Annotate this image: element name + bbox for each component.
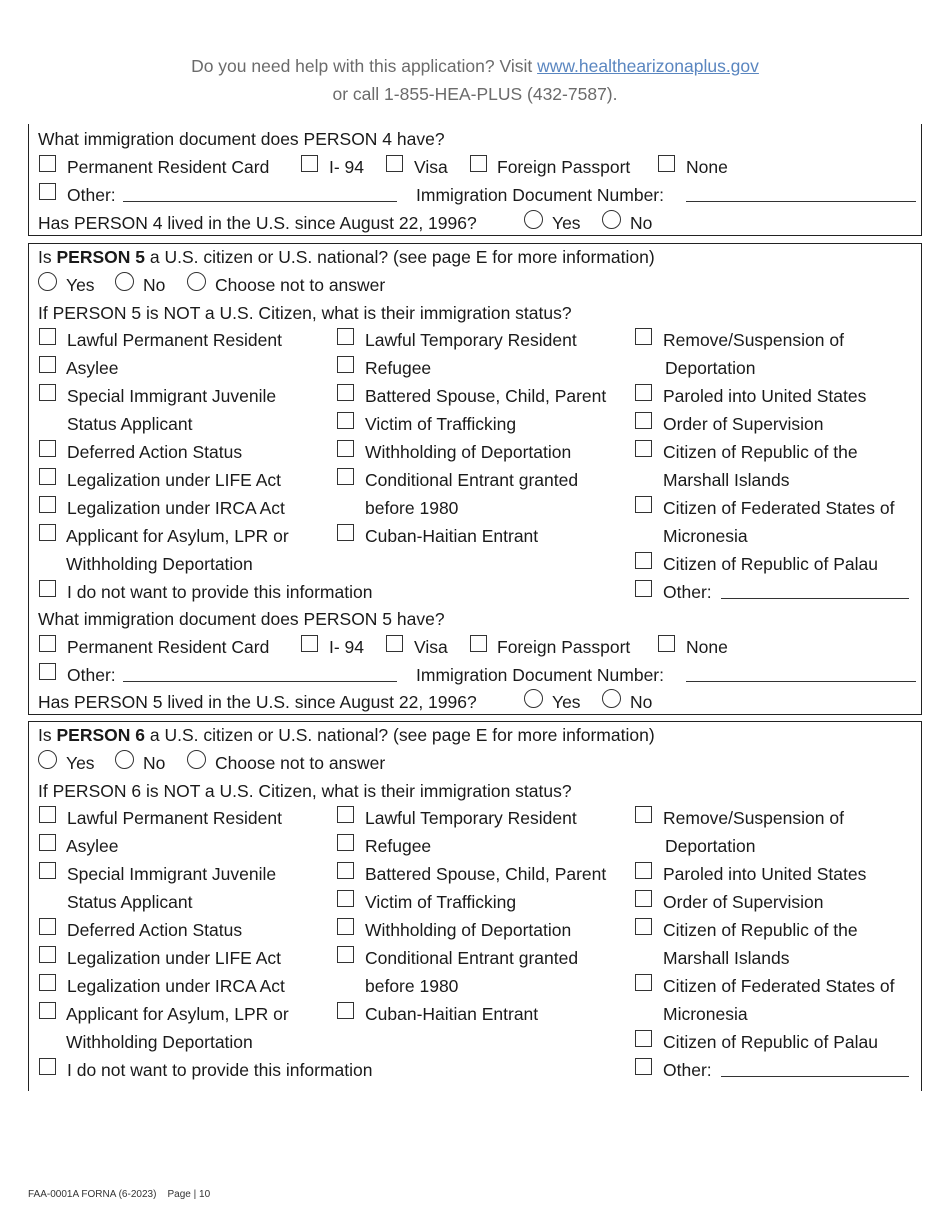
person5-section — [28, 243, 922, 715]
status-label: I do not want to provide this information — [67, 582, 373, 602]
radio-label: Yes — [66, 753, 95, 773]
status-label: Legalization under LIFE Act — [67, 948, 282, 968]
status-label: Applicant for Asylum, LPR or — [66, 526, 289, 546]
status-label: Citizen of Republic of Palau — [663, 554, 878, 574]
person6-citizen-question: Is PERSON 6 a U.S. citizen or U.S. national? (see page E for more information) — [38, 725, 655, 745]
person4-doc-other-checkbox[interactable] — [39, 183, 56, 200]
person6-status-checkbox[interactable] — [635, 862, 652, 879]
doc-number-label: Immigration Document Number: — [416, 665, 664, 685]
status-label: Status Applicant — [67, 414, 193, 434]
status-label: Deferred Action Status — [67, 920, 243, 940]
status-label: Lawful Permanent Resident — [67, 330, 282, 350]
status-label: Remove/Suspension of — [663, 808, 844, 828]
person5-status-checkbox[interactable] — [39, 356, 56, 373]
person6-status-checkbox[interactable] — [635, 974, 652, 991]
person5-doc-other-checkbox[interactable] — [39, 663, 56, 680]
status-label: Applicant for Asylum, LPR or — [66, 1004, 289, 1024]
status-label: Legalization under IRCA Act — [67, 498, 285, 518]
person4-doc-other-field[interactable] — [123, 201, 397, 202]
status-label: Micronesia — [663, 1004, 748, 1024]
person5-status-checkbox[interactable] — [39, 580, 56, 597]
person6-status-checkbox[interactable] — [39, 806, 56, 823]
person6-status-checkbox[interactable] — [39, 862, 56, 879]
person6-status-checkbox[interactable] — [635, 806, 652, 823]
status-label: Lawful Permanent Resident — [67, 808, 282, 828]
help-phone: or call 1-855-HEA-PLUS (432-7587). — [332, 84, 618, 104]
status-label: Withholding Deportation — [66, 554, 253, 574]
page-footer: FAA-0001A FORNA (6-2023) Page | 10 — [28, 1189, 211, 1200]
person5-status-checkbox[interactable] — [337, 524, 354, 541]
person5-citizen-yes-radio[interactable] — [38, 272, 57, 291]
doc-number-label: Immigration Document Number: — [416, 185, 664, 205]
person5-status-other-checkbox[interactable] — [635, 580, 652, 597]
status-label: I do not want to provide this information — [67, 1060, 373, 1080]
person5-lived-question: Has PERSON 5 lived in the U.S. since August 22, 1996? — [38, 692, 477, 712]
status-label: Conditional Entrant granted — [365, 470, 579, 490]
person6-status-checkbox[interactable] — [337, 1002, 354, 1019]
radio-label: Choose not to answer — [215, 753, 386, 773]
person4-doc-visa-checkbox[interactable] — [386, 155, 403, 172]
person6-status-checkbox[interactable] — [337, 806, 354, 823]
person6-citizen-decline-radio[interactable] — [187, 750, 206, 769]
person5-status-checkbox[interactable] — [39, 328, 56, 345]
status-label: before 1980 — [365, 976, 459, 996]
person4-lived-question: Has PERSON 4 lived in the U.S. since August 22, 1996? — [38, 213, 477, 233]
status-label: Paroled into United States — [663, 386, 867, 406]
status-label: Citizen of Republic of the — [663, 442, 858, 462]
status-label: Withholding of Deportation — [365, 920, 572, 940]
status-label: Citizen of Federated States of — [663, 976, 895, 996]
checkbox-label: None — [686, 637, 728, 657]
person6-status-checkbox[interactable] — [39, 1058, 56, 1075]
status-label: Order of Supervision — [663, 414, 824, 434]
radio-label: Yes — [552, 213, 581, 233]
status-label: Refugee — [365, 836, 432, 856]
status-label: Special Immigrant Juvenile — [67, 386, 277, 406]
person4-lived-yes-radio[interactable] — [524, 210, 543, 229]
other-label: Other: — [67, 665, 116, 685]
checkbox-label: Permanent Resident Card — [67, 157, 270, 177]
radio-label: No — [630, 692, 653, 712]
person4-doc-none-checkbox[interactable] — [658, 155, 675, 172]
status-label: before 1980 — [365, 498, 459, 518]
person5-status-checkbox[interactable] — [635, 384, 652, 401]
status-label: Order of Supervision — [663, 892, 824, 912]
website-link[interactable]: www.healthearizonaplus.gov — [537, 56, 759, 76]
person5-status-checkbox[interactable] — [635, 552, 652, 569]
radio-label: Yes — [66, 275, 95, 295]
person6-status-checkbox[interactable] — [635, 890, 652, 907]
status-label: Victim of Trafficking — [365, 892, 517, 912]
status-label: Deportation — [665, 358, 756, 378]
person4-section — [28, 124, 922, 236]
status-label: Cuban-Haitian Entrant — [365, 526, 539, 546]
person5-status-checkbox[interactable] — [635, 328, 652, 345]
checkbox-label: Foreign Passport — [497, 637, 631, 657]
person6-status-checkbox[interactable] — [337, 918, 354, 935]
radio-label: No — [143, 753, 166, 773]
status-label: Citizen of Republic of Palau — [663, 1032, 878, 1052]
person5-citizen-decline-radio[interactable] — [187, 272, 206, 291]
status-label: Refugee — [365, 358, 432, 378]
status-label: Legalization under LIFE Act — [67, 470, 282, 490]
checkbox-label: Foreign Passport — [497, 157, 631, 177]
person5-status-checkbox[interactable] — [39, 524, 56, 541]
checkbox-label: Permanent Resident Card — [67, 637, 270, 657]
person6-status-checkbox[interactable] — [39, 974, 56, 991]
person6-status-checkbox[interactable] — [39, 1002, 56, 1019]
person6-status-checkbox[interactable] — [337, 946, 354, 963]
person6-citizen-yes-radio[interactable] — [38, 750, 57, 769]
status-label: Deferred Action Status — [67, 442, 243, 462]
checkbox-label: Visa — [414, 637, 448, 657]
person5-status-other-field[interactable] — [721, 598, 909, 599]
status-label: Marshall Islands — [663, 470, 790, 490]
checkbox-label: Visa — [414, 157, 448, 177]
status-label: Micronesia — [663, 526, 748, 546]
other-label: Other: — [67, 185, 116, 205]
person5-status-checkbox[interactable] — [337, 440, 354, 457]
status-label: Marshall Islands — [663, 948, 790, 968]
person6-status-checkbox[interactable] — [39, 946, 56, 963]
status-label: Battered Spouse, Child, Parent — [365, 386, 607, 406]
person6-status-checkbox[interactable] — [337, 862, 354, 879]
person5-lived-no-radio[interactable] — [602, 689, 621, 708]
person4-doc-i94-checkbox[interactable] — [301, 155, 318, 172]
radio-label: No — [630, 213, 653, 233]
status-label: Asylee — [66, 836, 119, 856]
status-label: Lawful Temporary Resident — [365, 808, 577, 828]
person5-doc-passport-checkbox[interactable] — [470, 635, 487, 652]
person5-citizen-question: Is PERSON 5 a U.S. citizen or U.S. national? (see page E for more information) — [38, 247, 655, 267]
person4-doc-question: What immigration document does PERSON 4 have? — [38, 129, 445, 149]
person6-status-checkbox[interactable] — [635, 918, 652, 935]
person4-doc-prc-checkbox[interactable] — [39, 155, 56, 172]
status-label: Battered Spouse, Child, Parent — [365, 864, 607, 884]
status-label: Lawful Temporary Resident — [365, 330, 577, 350]
status-label: Paroled into United States — [663, 864, 867, 884]
person6-status-checkbox[interactable] — [39, 918, 56, 935]
person5-status-checkbox[interactable] — [635, 412, 652, 429]
person5-status-question: If PERSON 5 is NOT a U.S. Citizen, what is their immigration status? — [38, 303, 572, 323]
help-header — [0, 52, 950, 108]
person5-status-checkbox[interactable] — [337, 412, 354, 429]
person6-status-other-checkbox[interactable] — [635, 1058, 652, 1075]
status-label: Conditional Entrant granted — [365, 948, 579, 968]
person5-lived-yes-radio[interactable] — [524, 689, 543, 708]
status-label: Victim of Trafficking — [365, 414, 517, 434]
person5-status-checkbox[interactable] — [337, 356, 354, 373]
person5-status-checkbox[interactable] — [337, 468, 354, 485]
person6-section — [28, 721, 922, 1091]
person5-doc-visa-checkbox[interactable] — [386, 635, 403, 652]
person4-doc-number-field[interactable] — [686, 201, 916, 202]
person6-status-question: If PERSON 6 is NOT a U.S. Citizen, what is their immigration status? — [38, 781, 572, 801]
person6-status-checkbox[interactable] — [39, 834, 56, 851]
status-label: Remove/Suspension of — [663, 330, 844, 350]
person4-lived-no-radio[interactable] — [602, 210, 621, 229]
person5-status-checkbox[interactable] — [39, 440, 56, 457]
person6-citizen-no-radio[interactable] — [115, 750, 134, 769]
person5-status-checkbox[interactable] — [39, 384, 56, 401]
status-label: Withholding of Deportation — [365, 442, 572, 462]
status-label: Legalization under IRCA Act — [67, 976, 285, 996]
status-label: Asylee — [66, 358, 119, 378]
status-label: Other: — [663, 1060, 712, 1080]
status-label: Cuban-Haitian Entrant — [365, 1004, 539, 1024]
checkbox-label: None — [686, 157, 728, 177]
checkbox-label: I- 94 — [329, 157, 365, 177]
person5-status-checkbox[interactable] — [635, 440, 652, 457]
status-label: Citizen of Federated States of — [663, 498, 895, 518]
person5-doc-number-field[interactable] — [686, 681, 916, 682]
status-label: Other: — [663, 582, 712, 602]
radio-label: Choose not to answer — [215, 275, 386, 295]
person6-status-checkbox[interactable] — [635, 1030, 652, 1047]
person4-doc-passport-checkbox[interactable] — [470, 155, 487, 172]
person5-status-checkbox[interactable] — [635, 496, 652, 513]
help-text: Do you need help with this application? Visit — [191, 56, 538, 76]
status-label: Deportation — [665, 836, 756, 856]
person6-status-checkbox[interactable] — [337, 834, 354, 851]
person5-status-checkbox[interactable] — [39, 468, 56, 485]
status-label: Withholding Deportation — [66, 1032, 253, 1052]
person5-doc-question: What immigration document does PERSON 5 have? — [38, 609, 445, 629]
radio-label: No — [143, 275, 166, 295]
person5-doc-other-field[interactable] — [123, 681, 397, 682]
checkbox-label: I- 94 — [329, 637, 365, 657]
status-label: Status Applicant — [67, 892, 193, 912]
status-label: Special Immigrant Juvenile — [67, 864, 277, 884]
status-label: Citizen of Republic of the — [663, 920, 858, 940]
person5-doc-prc-checkbox[interactable] — [39, 635, 56, 652]
radio-label: Yes — [552, 692, 581, 712]
person5-status-checkbox[interactable] — [39, 496, 56, 513]
person5-doc-none-checkbox[interactable] — [658, 635, 675, 652]
person5-doc-i94-checkbox[interactable] — [301, 635, 318, 652]
person6-status-other-field[interactable] — [721, 1076, 909, 1077]
person6-status-checkbox[interactable] — [337, 890, 354, 907]
person5-citizen-no-radio[interactable] — [115, 272, 134, 291]
person5-status-checkbox[interactable] — [337, 384, 354, 401]
person5-status-checkbox[interactable] — [337, 328, 354, 345]
